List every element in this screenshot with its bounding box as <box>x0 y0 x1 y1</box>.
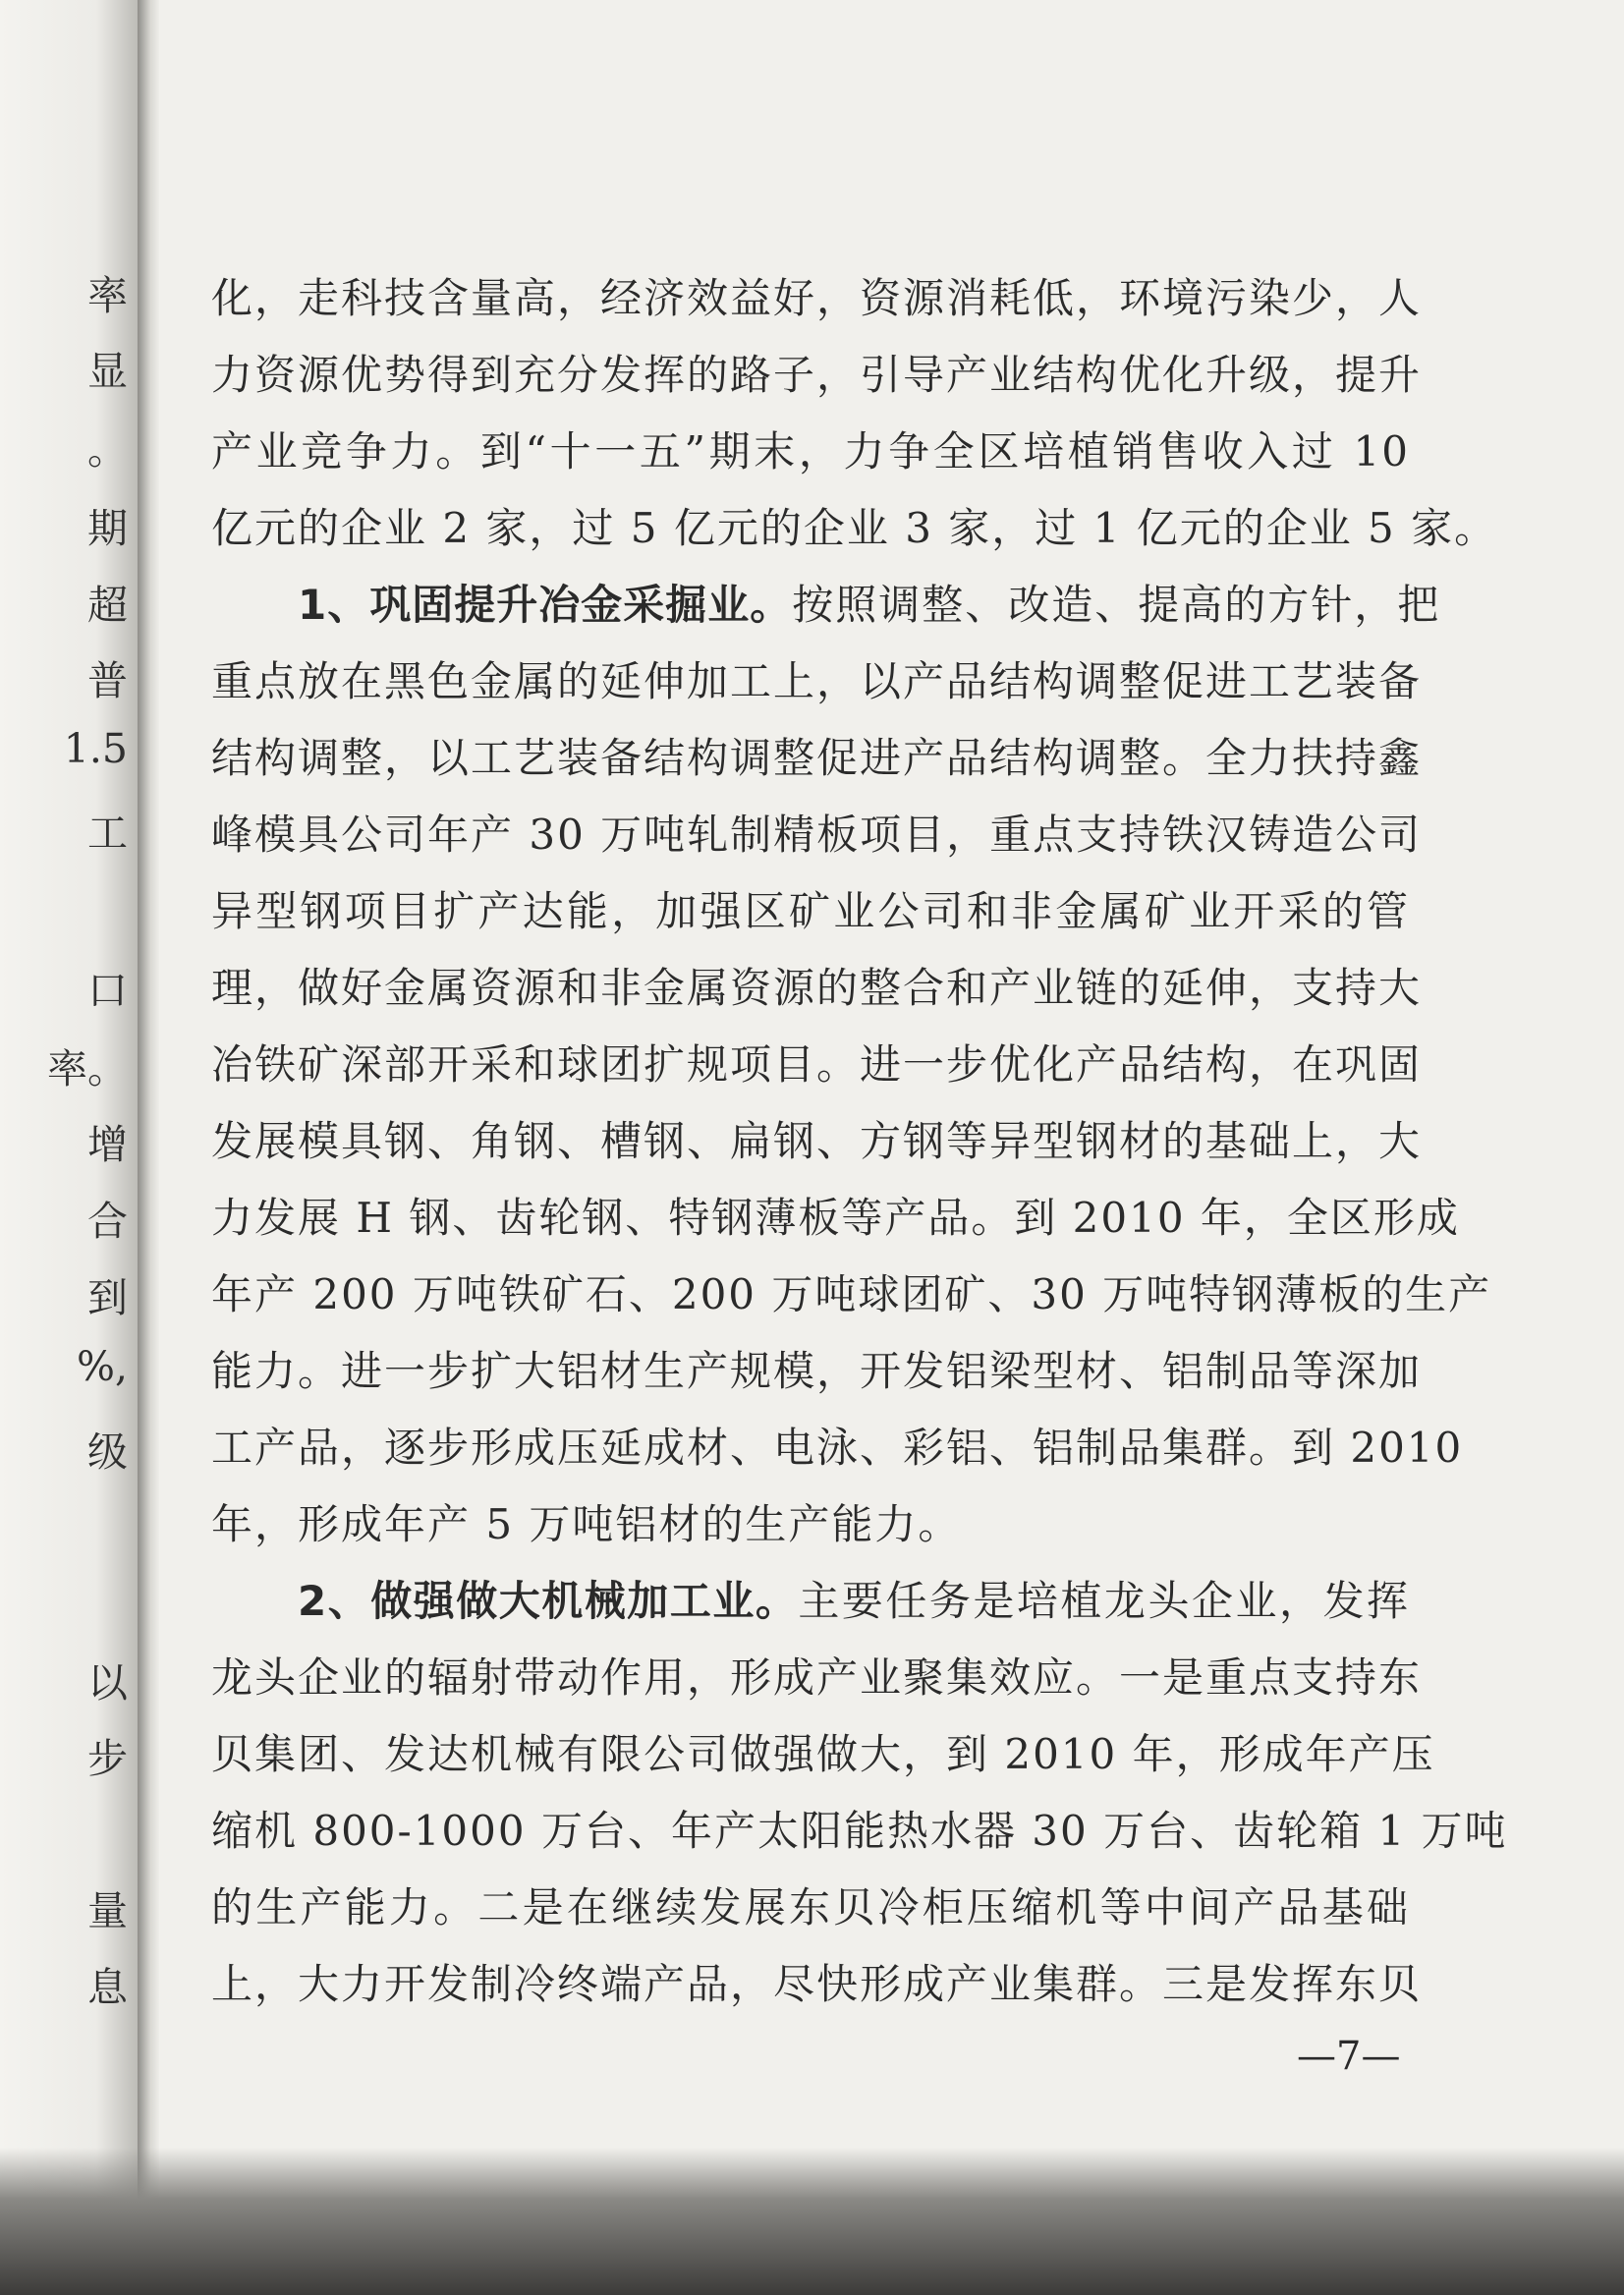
text-line: 能力。进一步扩大铝材生产规模，开发铝梁型材、铝制品等深加 <box>211 1347 1423 1395</box>
text-line: 缩机 800-1000 万台、年产太阳能热水器 30 万台、齿轮箱 1 万吨 <box>211 1807 1508 1855</box>
text-line: 贝集团、发达机械有限公司做强做大，到 2010 年，形成年产压 <box>211 1730 1435 1778</box>
previous-page-fragment: 以 <box>87 1659 128 1707</box>
paragraph-machinery <box>211 1563 1508 2023</box>
text-line: 重点放在黑色金属的延伸加工上，以产品结构调整促进工艺装备 <box>211 657 1423 705</box>
previous-page-fragment: 步 <box>87 1735 128 1782</box>
previous-page-fragment: 到 <box>87 1274 128 1321</box>
previous-page-fragment: 显 <box>87 348 128 395</box>
text-line: 发展模具钢、角钢、槽钢、扁钢、方钢等异型钢材的基础上，大 <box>211 1117 1423 1165</box>
previous-page-fragment: 增 <box>87 1121 128 1168</box>
paragraph-intro <box>211 260 1498 567</box>
book-spine <box>138 0 159 2295</box>
body-text <box>211 260 1508 2023</box>
text-line: 年，形成年产 5 万吨铝材的生产能力。 <box>211 1500 962 1548</box>
page-number: —7— <box>1297 2034 1401 2079</box>
previous-page-fragment: 息 <box>87 1964 128 2011</box>
previous-page-fragment: 口 <box>87 967 128 1014</box>
previous-page-fragment: 。 <box>87 426 128 474</box>
previous-page-fragment: 期 <box>87 505 128 552</box>
text-line: 冶铁矿深部开采和球团扩规项目。进一步优化产品结构，在巩固 <box>211 1040 1423 1089</box>
text-line: 化，走科技含量高，经济效益好，资源消耗低，环境污染少，人 <box>211 274 1423 322</box>
previous-page-fragment: 普 <box>87 657 128 704</box>
section-heading-metallurgy: 1、巩固提升冶金采掘业。 <box>298 581 793 629</box>
text-span: 按照调整、改造、提高的方针，把 <box>792 581 1441 629</box>
text-line: 的生产能力。二是在继续发展东贝冷柜压缩机等中间产品基础 <box>211 1883 1410 1931</box>
text-line <box>211 1563 1410 1640</box>
text-line: 力资源优势得到充分发挥的路子，引导产业结构优化升级，提升 <box>211 351 1423 399</box>
previous-page-fragment: 超 <box>87 582 128 629</box>
text-line: 异型钢项目扩产达能，加强区矿业公司和非金属矿业开采的管 <box>211 887 1410 935</box>
text-line <box>211 567 1441 644</box>
previous-page-fragment: 率 <box>87 272 128 319</box>
text-line: 产业竞争力。到“十一五”期末，力争全区培植销售收入过 10 <box>211 427 1410 476</box>
previous-page-fragment: 合 <box>87 1198 128 1245</box>
previous-page-fragment: 级 <box>87 1428 128 1476</box>
previous-page-fragment: 1.5 <box>63 725 128 772</box>
paragraph-metallurgy <box>211 567 1492 1563</box>
section-heading-machinery: 2、做强做大机械加工业。 <box>298 1577 799 1625</box>
text-span: 主要任务是培植龙头企业，发挥 <box>798 1577 1410 1625</box>
text-line: 力发展 H 钢、齿轮钢、特钢薄板等产品。到 2010 年，全区形成 <box>211 1194 1460 1242</box>
text-line: 亿元的企业 2 家，过 5 亿元的企业 3 家，过 1 亿元的企业 5 家。 <box>211 504 1498 552</box>
text-line: 峰模具公司年产 30 万吨轧制精板项目，重点支持铁汉铸造公司 <box>211 811 1423 859</box>
previous-page-fragment: 率。 <box>47 1045 128 1092</box>
scan-bottom-shadow <box>0 2148 1624 2295</box>
text-line: 工产品，逐步形成压延成材、电泳、彩铝、铝制品集群。到 2010 <box>211 1424 1464 1472</box>
previous-page-fragment: 工 <box>87 810 128 857</box>
text-line: 结构调整，以工艺装备结构调整促进产品结构调整。全力扶持鑫 <box>211 734 1423 782</box>
text-line: 年产 200 万吨铁矿石、200 万吨球团矿、30 万吨特钢薄板的生产 <box>211 1270 1492 1318</box>
previous-page-fragment: 量 <box>87 1887 128 1934</box>
text-line: 龙头企业的辐射带动作用，形成产业聚集效应。一是重点支持东 <box>211 1653 1423 1702</box>
previous-page-fragment: %, <box>77 1343 128 1390</box>
text-line: 理，做好金属资源和非金属资源的整合和产业链的延伸，支持大 <box>211 964 1423 1012</box>
text-line: 上，大力开发制冷终端产品，尽快形成产业集群。三是发挥东贝 <box>211 1960 1423 2008</box>
